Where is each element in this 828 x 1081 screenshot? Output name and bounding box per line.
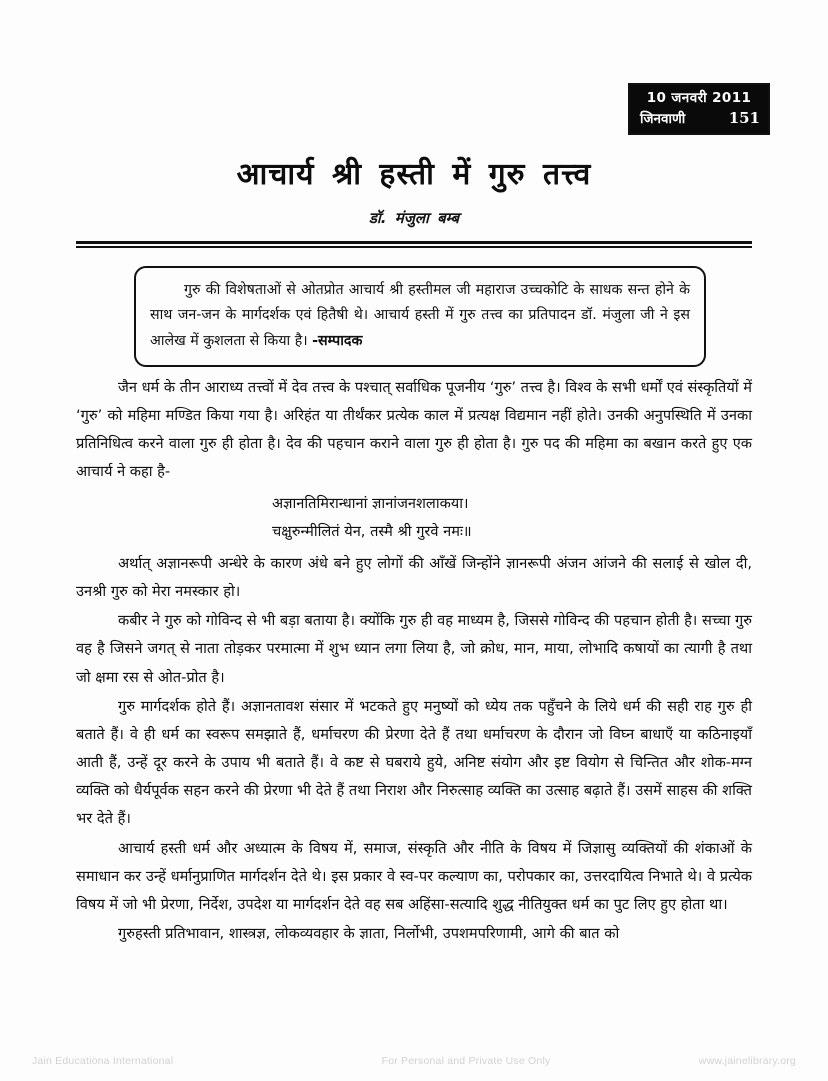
page-footer xyxy=(0,1055,828,1067)
body-paragraph: जैन धर्म के तीन आराध्य तत्त्वों में देव तत्त्व के पश्चात् सर्वाधिक पूजनीय ‘गुरु’ तत्त्व है। विश्व के सभी धर्मों एवं संस्कृतियों में ‘गुरु’ को महिमा मण्डित किया गया है। अरिहंत या तीर्थंकर प्रत्येक काल में प्रत्यक्ष विद्यमान नहीं होते। उनकी अनुपस्थिति में उनका प्रतिनिधित्व करने वाला गुरु ही होता है। देव की पहचान कराने वाला गुरु ही होता है। गुरु पद की महिमा का बखान करते हुए एक आचार्य ने कहा है- xyxy=(76,379,752,481)
editor-abstract-box xyxy=(134,266,706,367)
article-title: आचार्य श्री हस्ती में गुरु तत्त्व xyxy=(236,157,592,192)
body-paragraph: गुरुहस्ती प्रतिभावान, शास्त्रज्ञ, लोकव्यवहार के ज्ञाता, निर्लोभी, उपशमपरिणामी, आगे की बात को xyxy=(118,924,620,942)
issue-row xyxy=(636,108,762,127)
abstract-paragraph xyxy=(150,278,690,354)
body-paragraph: गुरु मार्गदर्शक होते हैं। अज्ञानतावश संसार में भटकते हुए मनुष्यों को ध्येय तक पहुँचने के लिये धर्म की सही राह गुरु ही बताते हैं। वे ही धर्म का स्वरूप समझाते हैं, धर्माचरण की प्रेरणा देते हैं तथा धर्माचरण के दौरान जो विघ्न बाधाएँ या कठिनाइयाँ आती हैं, उन्हें दूर करने के उपाय भी बताते हैं। वे कष्ट से घबराये हुये, अनिष्ट संयोग और इष्ट वियोग से चिन्तित और शोक-मग्न व्यक्ति को धैर्यपूर्वक सहन करने की प्रेरणा भी देते हैं तथा निराश और निरुत्साह व्यक्ति का उत्साह बढ़ाते हैं। उसमें साहस की शक्ति भर देते हैं। xyxy=(76,697,753,828)
verse-line-2: चक्षुरुन्मीलितं येन, तस्मै श्री गुरवे नमः॥ xyxy=(272,522,472,540)
article-body xyxy=(76,374,752,949)
sanskrit-verse xyxy=(76,490,752,546)
divider-line-thin xyxy=(76,246,752,248)
abstract-body: गुरु की विशेषताओं से ओतप्रोत आचार्य श्री हस्तीमल जी महाराज उच्चकोटि के साधक सन्त होने के साथ जन-जन के मार्गदर्शक एवं हितैषी थे। आचार्य हस्ती में गुरु तत्त्व का प्रतिपादन डॉ. मंजुला जी ने इस आलेख में कुशलता से किया है। xyxy=(150,282,690,349)
issue-date: 10 जनवरी 2011 xyxy=(646,90,752,106)
article-author: डॉ. मंजुला बम्ब xyxy=(368,209,460,227)
footer-center-text: For Personal and Private Use Only xyxy=(381,1055,551,1067)
footer-left-text: Jain Educationa International xyxy=(32,1055,174,1067)
abstract-attribution: -सम्पादक xyxy=(312,332,363,349)
header-divider xyxy=(76,241,752,248)
body-paragraph: कबीर ने गुरु को गोविन्द से भी बड़ा बताया है। क्योंकि गुरु ही वह माध्यम है, जिससे गोविन्द की पहचान होती है। सच्चा गुरु वह है जिसने जगत् से नाता तोड़कर परमात्मा में शुभ ध्यान लगा लिया है, जो क्रोध, मान, माया, लोभादि कषायों का त्यागी है तथा जो क्षमा रस से ओत-प्रोत है। xyxy=(76,612,752,686)
verse-line-1: अज्ञानतिमिरान्धानां ज्ञानांजनशलाकया। xyxy=(272,494,469,512)
page-number: 151 xyxy=(728,108,760,127)
publication-name: जिनवाणी xyxy=(640,110,686,127)
issue-header-box xyxy=(628,83,770,135)
footer-right-text: www.jainelibrary.org xyxy=(698,1055,796,1067)
body-paragraph: आचार्य हस्ती धर्म और अध्यात्म के विषय में, समाज, संस्कृति और नीति के विषय में जिज्ञासु व्यक्तियों की शंकाओं के समाधान कर उन्हें धर्मानुप्राणित मार्गदर्शन देते थे। इस प्रकार वे स्व-पर कल्याण का, परोपकार का, उत्तरदायित्व निभाते थे। वे प्रत्येक विषय में जो भी प्रेरणा, निर्देश, उपदेश या मार्गदर्शन देते वह सब अहिंसा-सत्यादि शुद्ध नीतियुक्त धर्म का पुट लिए हुए होता था। xyxy=(76,839,752,913)
body-paragraph: अर्थात् अज्ञानरूपी अन्धेरे के कारण अंधे बने हुए लोगों की आँखें जिन्होंने ज्ञानरूपी अंजन आंजने की सलाई से खोल दी, उनश्री गुरु को मेरा नमस्कार हो। xyxy=(76,554,752,601)
